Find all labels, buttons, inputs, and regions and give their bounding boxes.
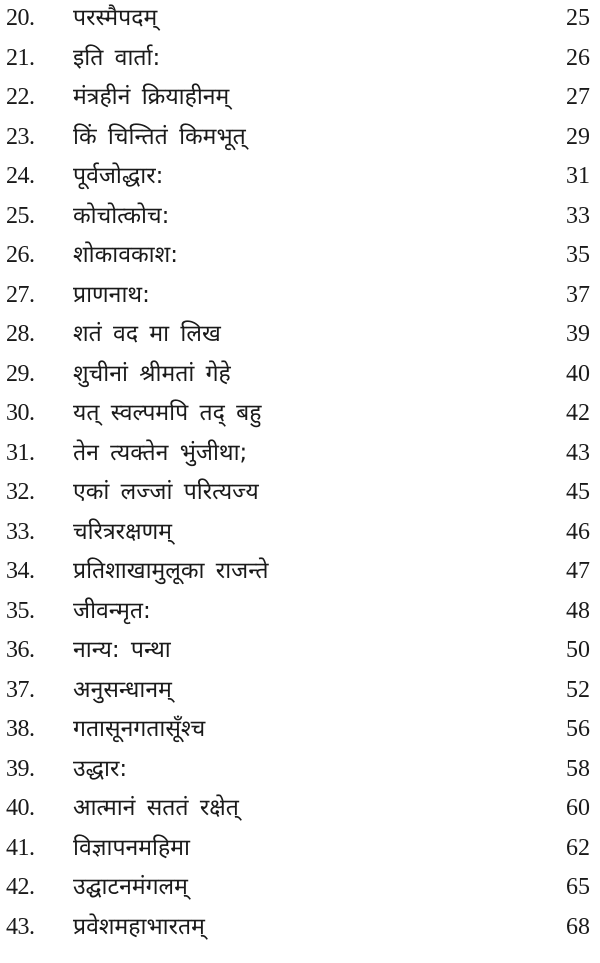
- toc-entry-page-number: 35: [566, 242, 590, 268]
- toc-entry-title: परस्मैपदम्: [73, 5, 158, 31]
- toc-entry-page-number: 50: [566, 637, 590, 663]
- toc-entry-number: 21.: [6, 44, 35, 71]
- toc-entry-number: 24.: [6, 163, 35, 189]
- toc-entry-page-number: 26: [566, 44, 590, 71]
- toc-entry-page-number: 42: [566, 400, 590, 426]
- toc-entry-page-number: 47: [566, 558, 590, 584]
- toc-entry-title: शतं वद मा लिख: [73, 321, 221, 347]
- toc-entry-number: 22.: [6, 84, 35, 110]
- toc-entry-title: यत् स्वल्पमपि तद् बहु: [73, 400, 262, 426]
- toc-entry-page-number: 27: [566, 84, 590, 110]
- toc-entry: [0, 40, 600, 77]
- toc-entry-title: इति वार्ता:: [73, 44, 161, 71]
- toc-entry-title: पूर्वजोद्धार:: [73, 163, 164, 189]
- toc-entry-page-number: 65: [566, 874, 590, 900]
- toc-entry: [0, 395, 600, 432]
- toc-entry-title: शुचीनां श्रीमतां गेहे: [73, 360, 231, 387]
- toc-entry-page-number: 43: [566, 439, 590, 466]
- toc-entry-title: एकां लज्जां परित्यज्य: [73, 479, 259, 505]
- toc-entry-number: 39.: [6, 755, 35, 782]
- toc-entry: [0, 0, 600, 37]
- toc-entry: [0, 632, 600, 669]
- toc-entry-page-number: 40: [566, 360, 590, 387]
- toc-entry: [0, 237, 600, 274]
- toc-entry-page-number: 25: [566, 5, 590, 31]
- toc-entry-title: चरित्ररक्षणम्: [73, 518, 172, 545]
- toc-entry: [0, 672, 600, 709]
- toc-entry-number: 31.: [6, 439, 35, 466]
- toc-entry: [0, 553, 600, 590]
- toc-entry-page-number: 33: [566, 202, 590, 229]
- toc-entry-number: 33.: [6, 518, 35, 545]
- toc-entry-number: 34.: [6, 558, 35, 584]
- toc-entry-page-number: 58: [566, 755, 590, 782]
- toc-entry-number: 32.: [6, 479, 35, 505]
- toc-entry-title: नान्य: पन्था: [73, 637, 171, 663]
- toc-entry-title: प्राणनाथ:: [73, 281, 150, 308]
- toc-entry-page-number: 39: [566, 321, 590, 347]
- toc-entry: [0, 909, 600, 946]
- toc-entry-title: कोचोत्कोच:: [73, 202, 170, 229]
- toc-entry-number: 25.: [6, 202, 35, 229]
- toc-entry: [0, 356, 600, 393]
- toc-entry-title: जीवन्मृत:: [73, 597, 151, 624]
- toc-entry-number: 36.: [6, 637, 35, 663]
- toc-entry-title: किं चिन्तितं किमभूत्: [73, 123, 246, 150]
- toc-entry: [0, 593, 600, 630]
- toc-entry: [0, 79, 600, 116]
- toc-entry: [0, 198, 600, 235]
- toc-entry-page-number: 60: [566, 795, 590, 821]
- toc-entry-number: 29.: [6, 360, 35, 387]
- toc-entry-title: मंत्रहीनं क्रियाहीनम्: [73, 84, 230, 110]
- toc-entry-title: आत्मानं सततं रक्षेत्: [73, 795, 239, 821]
- toc-entry-page-number: 45: [566, 479, 590, 505]
- toc-entry: [0, 158, 600, 195]
- toc-entry: [0, 751, 600, 788]
- toc-entry-number: 20.: [6, 5, 35, 31]
- toc-entry: [0, 474, 600, 511]
- toc-entry-number: 30.: [6, 400, 35, 426]
- toc-entry-number: 42.: [6, 874, 35, 900]
- toc-entry: [0, 514, 600, 551]
- toc-entry-title: प्रवेशमहाभारतम्: [73, 913, 205, 940]
- toc-entry-page-number: 37: [566, 281, 590, 308]
- toc-entry-number: 26.: [6, 242, 35, 268]
- toc-entry-title: शोकावकाश:: [73, 242, 179, 268]
- toc-entry-number: 27.: [6, 281, 35, 308]
- toc-entry-title: उद्धार:: [73, 755, 128, 782]
- toc-entry-number: 23.: [6, 123, 35, 150]
- toc-entry-page-number: 48: [566, 597, 590, 624]
- toc-entry-title: अनुसन्धानम्: [73, 676, 172, 703]
- toc-entry: [0, 869, 600, 906]
- toc-entry-title: विज्ञापनमहिमा: [73, 834, 190, 861]
- toc-entry-page-number: 68: [566, 913, 590, 940]
- toc-entry: [0, 711, 600, 748]
- toc-entry: [0, 435, 600, 472]
- toc-entry-title: गतासूनगतासूँश्च: [73, 716, 206, 742]
- toc-entry-title: उद्घाटनमंगलम्: [73, 874, 188, 900]
- toc-entry-number: 37.: [6, 676, 35, 703]
- toc-entry-title: तेन त्यक्तेन भुंजीथा;: [73, 439, 248, 466]
- toc-entry: [0, 316, 600, 353]
- toc-entry-page-number: 46: [566, 518, 590, 545]
- toc-entry: [0, 119, 600, 156]
- toc-entry-number: 38.: [6, 716, 35, 742]
- toc-entry-number: 28.: [6, 321, 35, 347]
- toc-entry-page-number: 52: [566, 676, 590, 703]
- toc-entry-number: 40.: [6, 795, 35, 821]
- toc-entry-number: 43.: [6, 913, 35, 940]
- toc-entry: [0, 790, 600, 827]
- toc-entry-page-number: 56: [566, 716, 590, 742]
- toc-entry-page-number: 31: [566, 163, 590, 189]
- toc-entry-number: 41.: [6, 834, 35, 861]
- toc-entry: [0, 277, 600, 314]
- toc-entry-number: 35.: [6, 597, 35, 624]
- toc-entry: [0, 830, 600, 867]
- toc-entry-title: प्रतिशाखामुलूका राजन्ते: [73, 558, 269, 584]
- toc-entry-page-number: 29: [566, 123, 590, 150]
- toc-entry-page-number: 62: [566, 834, 590, 861]
